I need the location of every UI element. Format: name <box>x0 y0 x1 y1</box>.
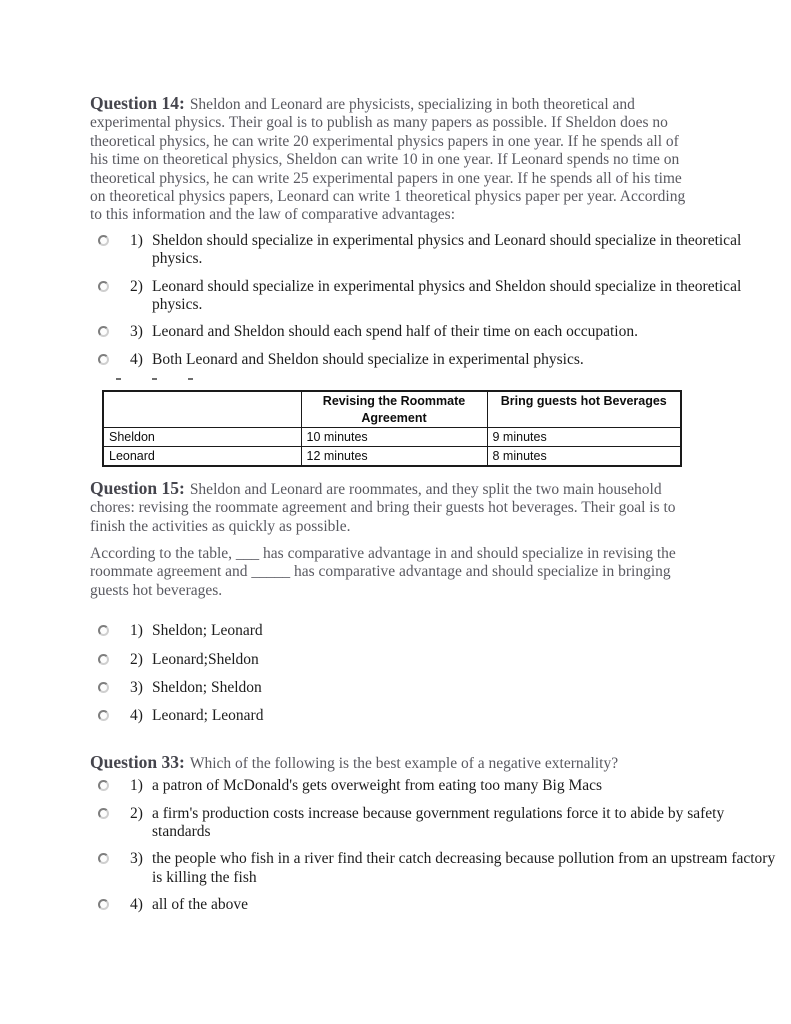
cropped-text-artifact <box>116 378 780 387</box>
table-header-beverages: Bring guests hot Beverages <box>487 391 681 428</box>
radio-button[interactable] <box>98 710 109 721</box>
option-number: 3) <box>130 323 143 341</box>
option-number: 1) <box>130 622 143 640</box>
answer-option[interactable] <box>90 622 780 640</box>
option-text: Leonard; Leonard <box>152 707 264 725</box>
answer-option[interactable] <box>90 777 780 795</box>
question-text: Sheldon and Leonard are physicists, specializing in both theoretical and experimental physics. Their goal is to publish as many papers as possible. If Sheldon does no theoretical physics, he can write 20 experimental physics papers in one year. If he spends all of his time on theoretical physics, Sheldon can write 10 in one year. If Leonard spends no time on theoretical physics, he can write 25 experimental papers in one year. If he spends all of his time on theoretical physics papers, Leonard can write 1 theoretical physics paper per year. According to this information and the law of comparative advantages: <box>90 96 686 224</box>
option-number: 4) <box>130 350 143 368</box>
option-text: Leonard and Sheldon should each spend half of their time on each occupation. <box>152 323 638 341</box>
question-stem <box>90 753 740 773</box>
option-text: Sheldon should specialize in experimental physics and Leonard should specialize in theoretical physics. <box>152 231 742 268</box>
chores-table-wrap <box>102 390 780 467</box>
table-cell-name: Leonard <box>103 447 301 466</box>
option-text: Leonard should specialize in experimental physics and Sheldon should specialize in theoretical physics. <box>152 277 742 314</box>
question-label: Question 15: <box>90 477 185 498</box>
radio-button[interactable] <box>98 625 109 636</box>
question-33-options <box>90 777 780 914</box>
table-cell-value: 9 minutes <box>487 428 681 447</box>
table-cell-value: 10 minutes <box>301 428 487 447</box>
question-15-block <box>90 479 780 726</box>
answer-option[interactable] <box>90 679 780 697</box>
option-number: 2) <box>130 277 143 295</box>
radio-button[interactable] <box>98 281 109 292</box>
option-number: 4) <box>130 707 143 725</box>
radio-button[interactable] <box>98 780 109 791</box>
question-label: Question 14: <box>90 93 185 113</box>
radio-button[interactable] <box>98 326 109 337</box>
table-cell-name: Sheldon <box>103 428 301 447</box>
option-text: Sheldon; Sheldon <box>152 679 262 697</box>
option-text: Sheldon; Leonard <box>152 622 263 640</box>
question-stem-continued: According to the table, ___ has comparative advantage in and should specialize in revising the roommate agreement and _____ has comparative advantage and should specialize in bringing guests hot beverages. <box>90 545 676 599</box>
table-header-revising: Revising the Roommate Agreement <box>301 391 487 428</box>
table-header-empty <box>103 391 301 428</box>
answer-option[interactable] <box>90 351 780 369</box>
radio-button[interactable] <box>98 235 109 246</box>
radio-button[interactable] <box>98 808 109 819</box>
option-number: 3) <box>130 679 143 697</box>
option-number: 4) <box>130 896 143 914</box>
answer-option[interactable] <box>90 896 780 914</box>
answer-option[interactable] <box>90 232 780 269</box>
option-number: 2) <box>130 650 143 668</box>
option-text: Leonard;Sheldon <box>152 650 259 668</box>
radio-button[interactable] <box>98 853 109 864</box>
question-14-options <box>90 232 780 369</box>
answer-option[interactable] <box>90 278 780 315</box>
answer-option[interactable] <box>90 323 780 341</box>
radio-button[interactable] <box>98 354 109 365</box>
question-14-block <box>90 94 780 369</box>
question-text: Which of the following is the best example of a negative externality? <box>189 754 619 772</box>
radio-button[interactable] <box>98 899 109 910</box>
radio-button[interactable] <box>98 654 109 665</box>
radio-button[interactable] <box>98 682 109 693</box>
option-text: all of the above <box>152 896 248 914</box>
option-number: 1) <box>130 231 143 249</box>
question-stem <box>90 479 698 536</box>
answer-option[interactable] <box>90 707 780 725</box>
table-cell-value: 12 minutes <box>301 447 487 466</box>
answer-option[interactable] <box>90 850 780 887</box>
question-15-options <box>90 622 780 726</box>
option-number: 1) <box>130 777 143 795</box>
question-33-block <box>90 753 780 915</box>
quiz-content <box>90 94 780 924</box>
option-text: the people who fish in a river find their catch decreasing because pollution from an upstream factory is killing the fish <box>152 850 776 886</box>
option-text: Both Leonard and Sheldon should specialize in experimental physics. <box>152 350 584 368</box>
answer-option[interactable] <box>90 651 780 669</box>
option-number: 2) <box>130 804 143 822</box>
option-number: 3) <box>130 850 143 868</box>
table-header-row <box>103 391 681 428</box>
option-text: a firm's production costs increase because government regulations force it to abide by safety standards <box>152 804 725 841</box>
question-label: Question 33: <box>90 751 185 772</box>
option-text: a patron of McDonald's gets overweight from eating too many Big Macs <box>152 777 603 795</box>
answer-option[interactable] <box>90 805 780 842</box>
chores-table <box>102 390 682 467</box>
table-cell-value: 8 minutes <box>487 447 681 466</box>
question-stem <box>90 94 698 225</box>
table-row <box>103 447 681 466</box>
question-text: Sheldon and Leonard are roommates, and they split the two main household chores: revising the roommate agreement and bring their guests hot beverages. Their goal is to finish the activities as quickly as possible. <box>90 480 676 535</box>
table-row <box>103 428 681 447</box>
